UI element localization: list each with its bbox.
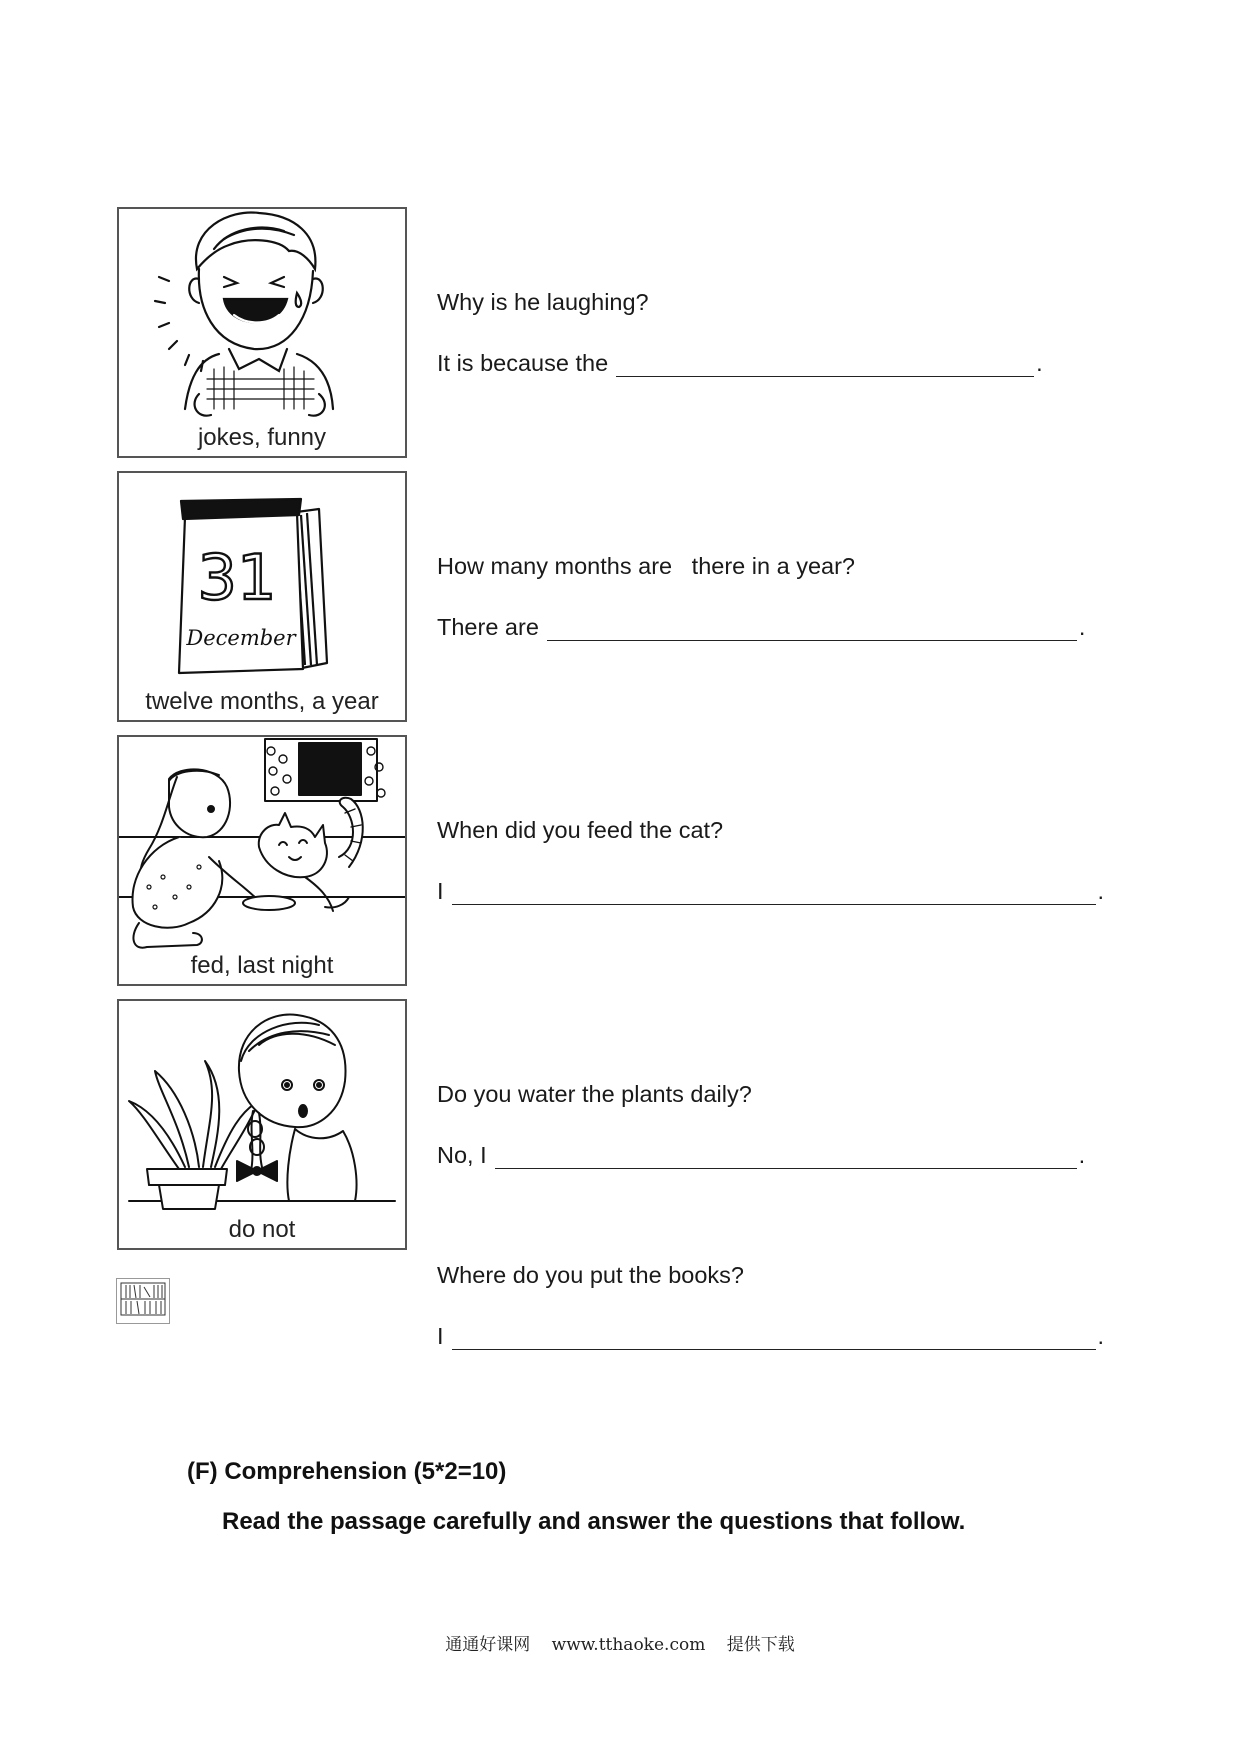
section-title: (F) Comprehension (5*2=10) <box>187 1458 507 1485</box>
answer-line <box>437 1323 1104 1350</box>
answer-line <box>437 350 1043 377</box>
answer-prefix: I <box>437 1323 444 1349</box>
answer-blank[interactable] <box>452 1327 1096 1350</box>
answer-end-mark: . <box>1078 1142 1086 1168</box>
answer-end-mark: . <box>1036 350 1043 376</box>
answer-prefix: I <box>437 878 444 904</box>
question-text: Do you water the plants daily? <box>437 1081 752 1107</box>
picture-calendar <box>117 471 407 722</box>
answer-blank[interactable] <box>495 1146 1077 1169</box>
picture-laughing-boy <box>117 207 407 458</box>
laughing-boy-illustration <box>119 209 405 456</box>
answer-line <box>437 1142 1085 1169</box>
footer <box>0 1630 1240 1655</box>
answer-end-mark: . <box>1097 878 1105 904</box>
picture-caption: jokes, funny <box>197 424 327 451</box>
answer-line <box>437 878 1104 905</box>
answer-end-mark: . <box>1097 1323 1105 1349</box>
girl-and-plant-illustration <box>119 1001 405 1248</box>
girl-feeding-cat-illustration <box>119 737 405 984</box>
question-text: When did you feed the cat? <box>437 817 724 843</box>
section-instruction: Read the passage carefully and answer the questions that follow. <box>222 1508 966 1535</box>
answer-blank[interactable] <box>616 354 1034 377</box>
question-text: Where do you put the books? <box>437 1262 745 1288</box>
answer-prefix: There are <box>437 614 539 640</box>
picture-caption: do not <box>228 1216 296 1243</box>
picture-caption: fed, last night <box>190 952 334 979</box>
bookshelf-illustration <box>117 1279 169 1323</box>
calendar-month-label: December <box>186 626 296 650</box>
answer-prefix: No, I <box>437 1142 487 1168</box>
picture-caption: twelve months, a year <box>145 688 379 715</box>
question-text: How many months are there in a year? <box>437 553 855 579</box>
footer-url[interactable]: www.tthaoke.com <box>551 1635 706 1655</box>
calendar-day-number: 31 <box>197 541 277 614</box>
footer-tagline: 提供下载 <box>726 1635 795 1655</box>
picture-girl-feeding-cat <box>117 735 407 986</box>
answer-prefix: It is because the <box>437 350 609 376</box>
question-text: Why is he laughing? <box>437 289 649 315</box>
picture-bookshelf-thumbnail <box>116 1278 170 1324</box>
answer-line <box>437 614 1085 641</box>
answer-end-mark: . <box>1078 614 1086 640</box>
answer-blank[interactable] <box>452 882 1096 905</box>
calendar-illustration <box>119 473 405 720</box>
answer-blank[interactable] <box>547 618 1077 641</box>
footer-site-name: 通通好课网 <box>445 1635 531 1655</box>
picture-girl-and-plant <box>117 999 407 1250</box>
